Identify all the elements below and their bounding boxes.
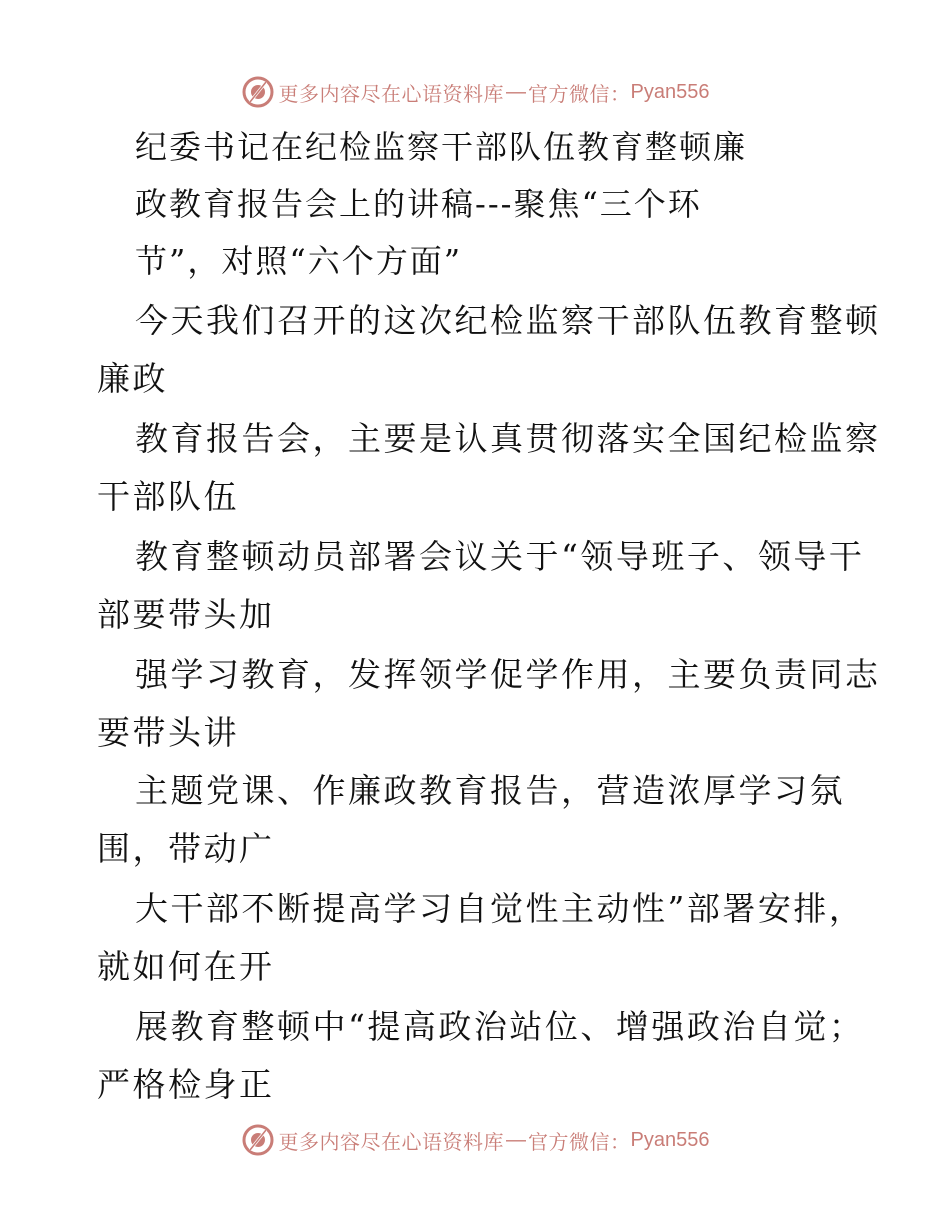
paragraph-line: 大干部不断提高学习自觉性主动性”部署安排， — [135, 889, 865, 928]
paragraph-line: 展教育整顿中“提高政治站位、增强政治自觉； — [135, 1007, 865, 1046]
paragraph-line: 强学习教育，发挥领学促学作用，主要负责同志 — [135, 655, 881, 694]
banner-text: 更多内容尽在心语资料库 — [278, 81, 505, 106]
title-line: 节”，对照“六个方面” — [135, 242, 463, 280]
paragraph-line: 主题党课、作廉政教育报告，营造浓厚学习氛 — [135, 771, 845, 810]
banner-wechat-label: 官方微信： — [528, 81, 631, 106]
logo-icon — [241, 1123, 275, 1157]
paragraph-line: 教育整顿动员部署会议关于“领导班子、领导干 — [135, 537, 865, 576]
paragraph-line: 部要带头加 — [97, 595, 275, 634]
title-line: 政教育报告会上的讲稿---聚焦“三个环 — [135, 185, 702, 223]
banner-separator: — — [506, 80, 527, 103]
banner-wechat-id: Pyan556 — [630, 1128, 710, 1151]
banner-text: 更多内容尽在心语资料库 — [278, 1129, 505, 1154]
logo-icon — [241, 75, 275, 109]
paragraph-line: 教育报告会，主要是认真贯彻落实全国纪检监察 — [135, 419, 881, 458]
title-line: 纪委书记在纪检监察干部队伍教育整顿廉 — [135, 128, 748, 166]
paragraph-line: 干部队伍 — [97, 477, 239, 516]
header-banner — [0, 72, 950, 112]
paragraph-line: 就如何在开 — [97, 947, 275, 986]
banner-wechat-id: Pyan556 — [630, 80, 710, 103]
paragraph-line: 要带头讲 — [97, 713, 239, 752]
banner-wechat-label: 官方微信： — [528, 1129, 631, 1154]
banner-separator: — — [506, 1128, 527, 1151]
paragraph-line: 围，带动广 — [97, 829, 275, 868]
paragraph-line: 严格检身正 — [97, 1065, 275, 1104]
paragraph-line: 今天我们召开的这次纪检监察干部队伍教育整顿 — [135, 301, 881, 340]
paragraph-line: 廉政 — [97, 359, 168, 398]
footer-banner — [0, 1120, 950, 1160]
